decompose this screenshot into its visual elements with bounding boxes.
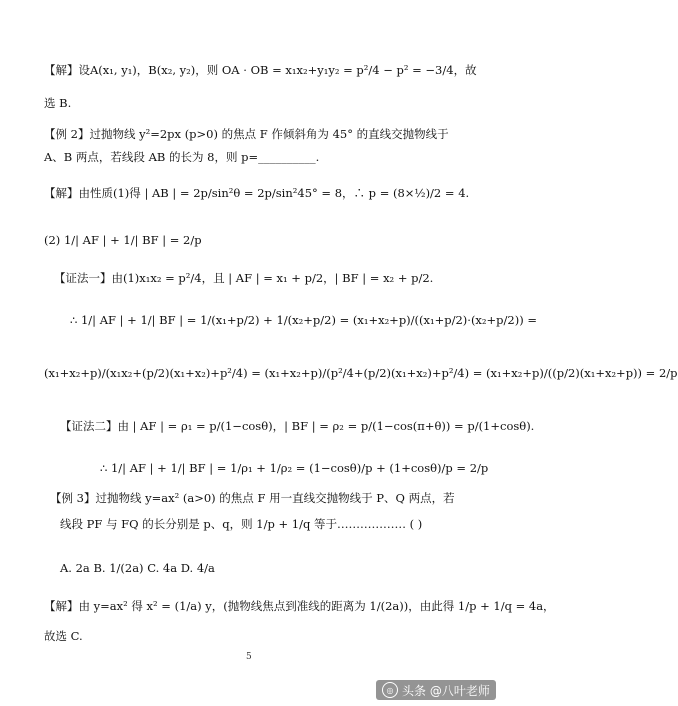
text-line: (2) 1/| AF | + 1/| BF | = 2/p [44,233,202,247]
text-line: 【证法一】由(1)x₁x₂ = p²/4，且 | AF | = x₁ + p/2，| BF | = x₂ + p/2. [54,271,434,285]
text-line: 【例 2】过抛物线 y²=2px (p>0) 的焦点 F 作倾斜角为 45° 的直线交抛物线于 [44,127,449,141]
watermark-text: 头条 @八叶老师 [402,683,490,698]
text-line: 线段 PF 与 FQ 的长分别是 p、q，则 1/p + 1/q 等于……………… ( ) [60,517,423,531]
text-line: A、B 两点，若线段 AB 的长为 8，则 p=__________. [44,150,320,164]
text-line: 选 B. [44,96,72,110]
toutiao-logo-icon: ◎ [382,682,398,698]
page-number: 5 [246,652,252,662]
text-line: 故选 C. [44,629,83,643]
text-line: 【证法二】由 | AF | = ρ₁ = p/(1−cosθ)，| BF | = ρ₂ = p/(1−cos(π+θ)) = p/(1+cosθ). [60,419,535,433]
text-line: ∴ 1/| AF | + 1/| BF | = 1/ρ₁ + 1/ρ₂ = (1−cosθ)/p + (1+cosθ)/p = 2/p [100,461,489,475]
text-line: A. 2a B. 1/(2a) C. 4a D. 4/a [60,561,215,575]
text-line: 【解】由性质(1)得 | AB | = 2p/sin²θ = 2p/sin²45° = 8，∴ p = (8×½)/2 = 4. [44,186,470,200]
watermark [376,680,496,700]
text-line: 【解】由 y=ax² 得 x² = (1/a) y，(抛物线焦点到准线的距离为 1/(2a))，由此得 1/p + 1/q = 4a， [44,599,555,613]
text-line: ∴ 1/| AF | + 1/| BF | = 1/(x₁+p/2) + 1/(x₂+p/2) = (x₁+x₂+p)/((x₁+p/2)·(x₂+p/2)) = [70,313,537,327]
text-line: (x₁+x₂+p)/(x₁x₂+(p/2)(x₁+x₂)+p²/4) = (x₁+x₂+p)/(p²/4+(p/2)(x₁+x₂)+p²/4) = (x₁+x₂+p)/((p/2)(x₁+x₂+p)) = 2/p [44,366,678,380]
text-line: 【解】设A(x₁, y₁)，B(x₂, y₂)，则 OA · OB = x₁x₂+y₁y₂ = p²/4 − p² = −3/4，故 [44,63,477,77]
text-line: 【例 3】过抛物线 y=ax² (a>0) 的焦点 F 用一直线交抛物线于 P、Q 两点，若 [50,491,455,505]
